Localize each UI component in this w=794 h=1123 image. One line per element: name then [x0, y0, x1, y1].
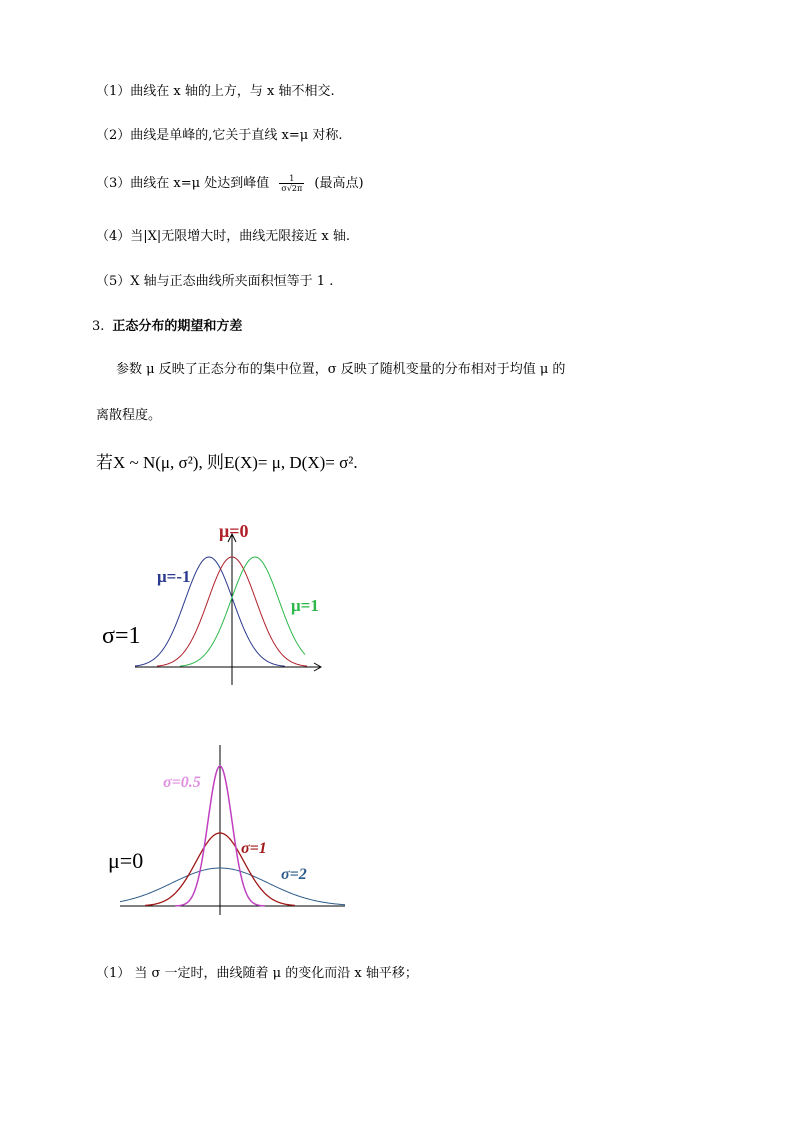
- peak-fraction: [279, 174, 304, 193]
- label-sigma-2: σ=2: [281, 866, 307, 883]
- property-3: [96, 172, 364, 193]
- section-heading: [92, 315, 242, 334]
- property-5: （5）X 轴与正态曲线所夹面积恒等于 1 .: [96, 274, 334, 289]
- label-mu-neg1: μ=-1: [157, 567, 191, 586]
- figure-mu-shift: [95, 510, 340, 690]
- property-3-suffix: (最高点): [314, 176, 364, 191]
- expectation-variance-formula: 若X ~ N(μ, σ²), 则E(X)= μ, D(X)= σ².: [96, 453, 358, 472]
- footer-note: （1） 当 σ 一定时，曲线随着 μ 的变化而沿 x 轴平移；: [96, 966, 418, 981]
- label-sigma-1: σ=1: [102, 623, 141, 649]
- fraction-denominator: σ√2π: [281, 184, 303, 193]
- label-mu-1: μ=1: [291, 596, 319, 615]
- property-3-prefix: （3）曲线在 x=μ 处达到峰值: [96, 176, 270, 191]
- property-1: （1）曲线在 x 轴的上方，与 x 轴不相交.: [96, 84, 335, 99]
- curve-sigma-2: [120, 868, 345, 905]
- label-mu-0: μ=0: [219, 521, 249, 541]
- curve-mu-1: [180, 557, 305, 666]
- figure-sigma-shape: [105, 740, 350, 920]
- paragraph-line-1: 参数 μ 反映了正态分布的集中位置，σ 反映了随机变量的分布相对于均值 μ 的: [116, 362, 566, 377]
- property-4: （4）当|X|无限增大时，曲线无限接近 x 轴.: [96, 229, 351, 244]
- paragraph-line-2: 离散程度。: [96, 408, 162, 423]
- label-sigma-1: σ=1: [241, 840, 267, 857]
- property-2: （2）曲线是单峰的,它关于直线 x=μ 对称.: [96, 128, 343, 143]
- section-title: 正态分布的期望和方差: [112, 319, 243, 334]
- label-mu-0: μ=0: [108, 848, 144, 873]
- fraction-numerator: 1: [279, 174, 304, 184]
- label-sigma-0.5: σ=0.5: [163, 774, 201, 791]
- section-number: 3.: [92, 319, 105, 334]
